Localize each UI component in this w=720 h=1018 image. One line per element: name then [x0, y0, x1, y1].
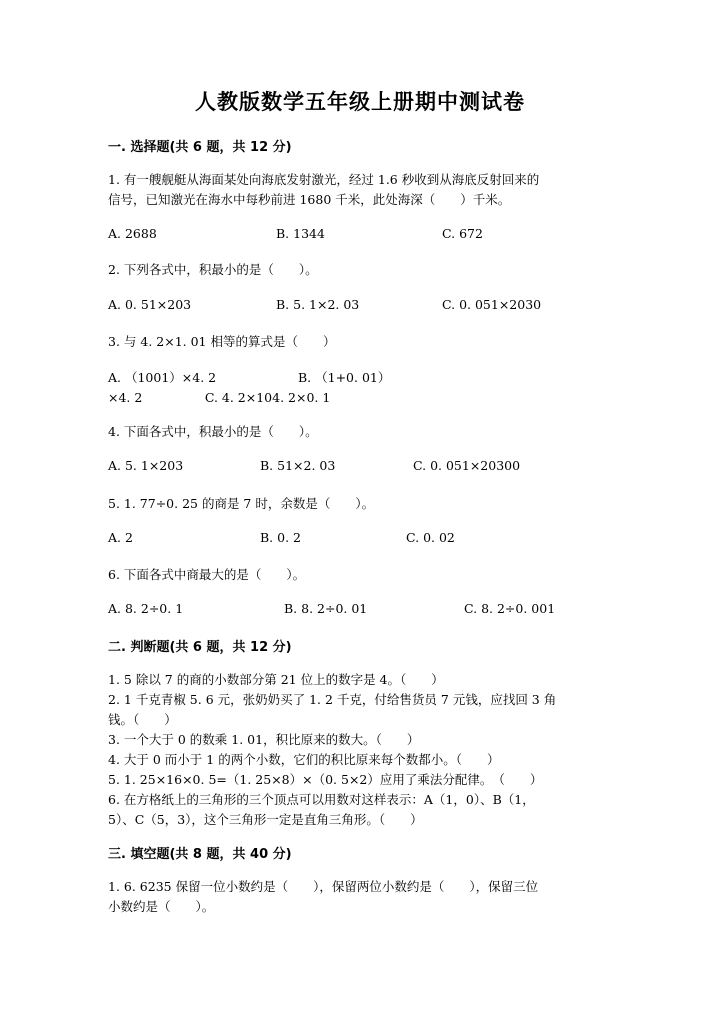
page-title: 人教版数学五年级上册期中测试卷 [195, 90, 525, 114]
judgement-line: 3. 一个大于 0 的数乘 1. 01，积比原来的数大。（ ） [108, 732, 420, 747]
question-line: 2. 下列各式中，积最小的是（ ）。 [108, 262, 318, 277]
option-a: A. （1001）×4. 2 [108, 370, 217, 385]
judgement-line: 1. 5 除以 7 的商的小数部分第 21 位上的数字是 4。（ ） [108, 672, 444, 687]
option-b: B. 5. 1×2. 03 [276, 297, 360, 312]
question-line: ×4. 2 C. 4. 2×104. 2×0. 1 [108, 390, 331, 405]
option-c: C. 0. 051×2030 [442, 297, 542, 312]
option-c: C. 672 [442, 226, 483, 241]
section-heading-choice: 一. 选择题(共 6 题，共 12 分) [108, 140, 292, 155]
option-a: A. 8. 2÷0. 1 [108, 601, 184, 616]
question-line: 5. 1. 77÷0. 25 的商是 7 时，余数是（ ）。 [108, 496, 375, 511]
question-line: 1. 6. 6235 保留一位小数约是（ ），保留两位小数约是（ ），保留三位 [108, 879, 539, 894]
judgement-line: 4. 大于 0 而小于 1 的两个小数，它们的积比原来每个数都小。（ ） [108, 752, 500, 767]
option-a: A. 2688 [108, 226, 157, 241]
option-c: C. 0. 051×20300 [413, 458, 521, 473]
section-heading-judgement: 二. 判断题(共 6 题，共 12 分) [108, 640, 292, 655]
question-line: 小数约是（ ）。 [108, 899, 215, 914]
option-b: B. （1+0. 01） [298, 370, 391, 385]
option-b: B. 51×2. 03 [260, 458, 336, 473]
judgement-line: 钱。（ ） [108, 712, 177, 727]
option-c: C. 8. 2÷0. 001 [464, 601, 556, 616]
question-line: 3. 与 4. 2×1. 01 相等的算式是（ ） [108, 334, 336, 349]
question-line: 6. 下面各式中商最大的是（ ）。 [108, 567, 306, 582]
option-b: B. 0. 2 [260, 530, 301, 545]
judgement-line: 5）、C（5，3），这个三角形一定是直角三角形。（ ） [108, 812, 423, 827]
option-b: B. 8. 2÷0. 01 [284, 601, 368, 616]
option-a: A. 0. 51×203 [108, 297, 192, 312]
option-a: A. 2 [108, 530, 133, 545]
question-line: 4. 下面各式中，积最小的是（ ）。 [108, 424, 318, 439]
section-heading-fill: 三. 填空题(共 8 题，共 40 分) [108, 847, 292, 862]
judgement-line: 2. 1 千克青椒 5. 6 元，张奶奶买了 1. 2 千克，付给售货员 7 元钱，应找回 3 角 [108, 692, 557, 707]
option-c: C. 0. 02 [406, 530, 455, 545]
judgement-line: 5. 1. 25×16×0. 5=（1. 25×8）×（0. 5×2）应用了乘法分配律。 （ ） [108, 772, 543, 787]
option-a: A. 5. 1×203 [108, 458, 184, 473]
question-line: 1. 有一艘舰艇从海面某处向海底发射激光，经过 1.6 秒收到从海底反射回来的 [108, 172, 540, 187]
judgement-line: 6. 在方格纸上的三角形的三个顶点可以用数对这样表示：A（1，0）、B（1， [108, 792, 535, 807]
option-b: B. 1344 [276, 226, 325, 241]
question-line: 信号，已知激光在海水中每秒前进 1680 千米，此处海深（ ）千米。 [108, 192, 511, 207]
